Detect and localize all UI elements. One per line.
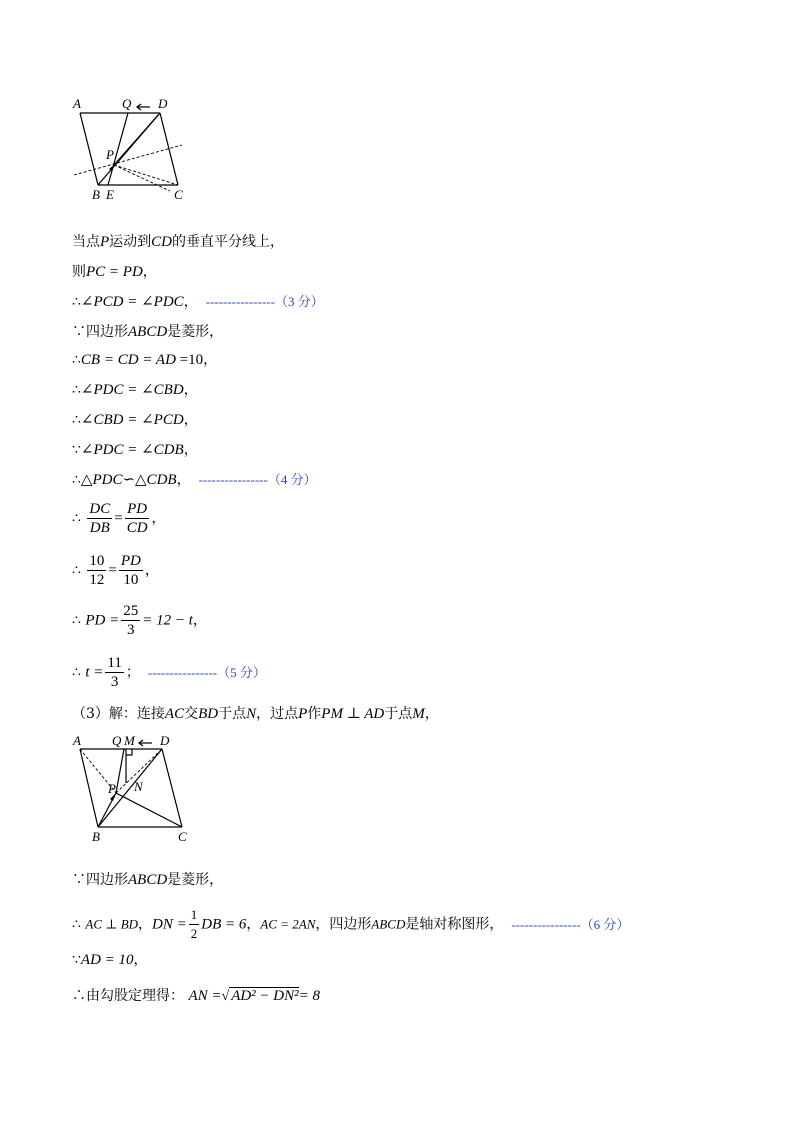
line-3: ∴∠PCD = ∠PDC， ----------------（3 分） [72,294,324,310]
line-10: ∴ $\frac{DC}{DB}$ = $\frac{PD}{CD}$ ， [72,501,166,536]
label-M: M [124,733,135,748]
label-B: B [92,187,100,202]
label-Q: Q [122,96,132,111]
score-3: ----------------（3 分） [205,294,324,309]
line-4: ∵四边形ABCD是菱形， [72,324,224,340]
label-N: N [134,779,143,794]
line-2: 则PC = PD， [72,264,157,280]
line-15: ∵四边形ABCD是菱形， [72,872,224,888]
line-8: ∵∠PDC = ∠CDB， [72,442,198,458]
line-9: ∴△PDC∽△CDB， ----------------（4 分） [72,472,317,488]
line-14: （3）解：连接AC交BD于点N，过点P作PM ⊥ AD于点M， [72,706,439,722]
line-1: 当点P运动到CD的垂直平分线上， [72,234,285,250]
line-5: ∴CB = CD = AD =10， [72,352,218,368]
line-16: ∴ AC ⊥ BD，DN = $\frac{1}{2}$ DB = 6，AC = 2AN，四边形ABCD是轴对称图形， ----------------（6 分） [72,907,630,941]
score-4: ----------------（4 分） [198,472,317,487]
label-P: P [106,147,114,162]
label-B: B [92,829,100,844]
label-A: A [73,733,81,748]
line-6: ∴∠PDC = ∠CBD， [72,382,198,398]
label-D: D [158,96,168,111]
label-C: C [178,829,187,844]
line-18: ∴由勾股定理得： AN =√ AD² − DN²= 8 [72,988,321,1004]
line-11: ∴ $\frac{10}{12}$ = $\frac{PD}{10}$ ， [72,553,159,588]
label-A: A [73,96,81,111]
label-C: C [174,187,183,202]
score-5: ----------------（5 分） [147,664,266,680]
rhombus-figure-2 [70,733,196,845]
label-E: E [106,187,114,202]
line-12: ∴ PD = $\frac{25}{3}$ = 12 − t， [72,603,207,638]
score-6: ----------------（6 分） [511,916,630,932]
label-Q: Q [112,733,122,748]
line-17: ∵AD = 10， [72,952,148,968]
label-D: D [160,733,170,748]
label-P: P [108,781,116,796]
rhombus-figure-1 [70,95,190,207]
line-7: ∴∠CBD = ∠PCD， [72,412,198,428]
line-13: ∴ t = $\frac{11}{3}$ ； ----------------（5 分） [72,655,266,690]
